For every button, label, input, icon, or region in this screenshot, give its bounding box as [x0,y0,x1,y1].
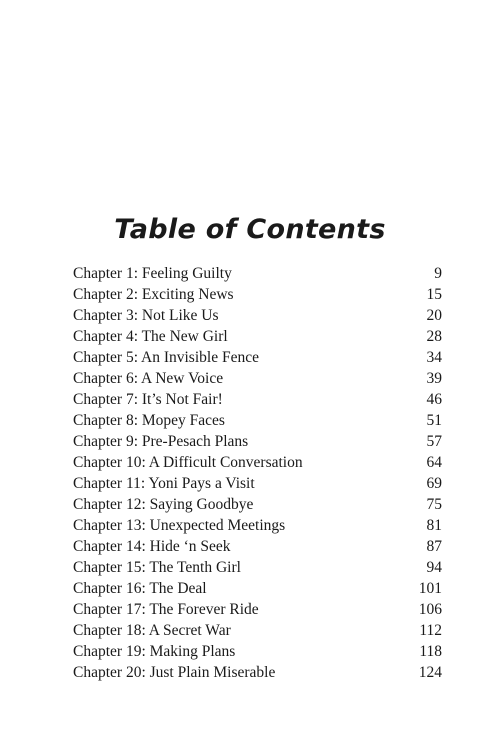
chapter-title: Chapter 1: Feeling Guilty [73,265,232,282]
chapter-title: Chapter 14: Hide ‘n Seek [73,538,231,555]
toc-entry [73,284,442,305]
toc-entry [73,536,442,557]
toc-entry [73,263,442,284]
toc-entry [73,599,442,620]
chapter-title: Chapter 6: A New Voice [73,370,224,387]
page-number: 9 [434,265,442,282]
toc-entry [73,389,442,410]
page-number: 28 [426,328,442,345]
page-number: 69 [426,475,442,492]
page-number: 106 [418,601,442,618]
chapter-title: Chapter 13: Unexpected Meetings [73,517,286,534]
page-number: 101 [418,580,442,597]
page-number: 34 [426,349,442,366]
toc-entry [73,452,442,473]
chapter-title: Chapter 7: It’s Not Fair! [73,391,223,408]
toc-entry [73,305,442,326]
page-number: 64 [426,454,442,471]
toc-entry [73,662,442,683]
chapter-title: Chapter 20: Just Plain Miserable [73,664,276,681]
chapter-title: Chapter 3: Not Like Us [73,307,219,324]
chapter-title: Chapter 17: The Forever Ride [73,601,259,618]
page-number: 46 [426,391,442,408]
page-number: 39 [426,370,442,387]
page-title: Table of Contents [114,214,386,245]
toc-entry [73,347,442,368]
page-number: 94 [426,559,442,576]
chapter-title: Chapter 2: Exciting News [73,286,234,303]
chapter-title: Chapter 5: An Invisible Fence [73,349,259,366]
chapter-title: Chapter 10: A Difficult Conversation [73,454,303,471]
chapter-title: Chapter 15: The Tenth Girl [73,559,241,576]
chapter-title: Chapter 18: A Secret War [73,622,231,639]
page-number: 15 [426,286,442,303]
page-number: 87 [426,538,442,555]
page-number: 57 [426,433,442,450]
page-number: 51 [426,412,442,429]
toc-entry [73,410,442,431]
chapter-title: Chapter 12: Saying Goodbye [73,496,254,513]
toc-entry [73,578,442,599]
toc-entry [73,515,442,536]
page-number: 20 [426,307,442,324]
chapter-title: Chapter 8: Mopey Faces [73,412,225,429]
page-number: 75 [426,496,442,513]
toc-entry [73,620,442,641]
page-number: 81 [426,517,442,534]
chapter-title: Chapter 19: Making Plans [73,643,236,660]
toc-entry [73,368,442,389]
chapter-title: Chapter 11: Yoni Pays a Visit [73,475,255,492]
chapter-title: Chapter 9: Pre-Pesach Plans [73,433,249,450]
page-number: 118 [419,643,442,660]
chapter-title: Chapter 16: The Deal [73,580,207,597]
toc-entry [73,431,442,452]
toc-list [73,263,442,683]
toc-entry [73,326,442,347]
toc-entry [73,473,442,494]
page-number: 112 [419,622,442,639]
chapter-title: Chapter 4: The New Girl [73,328,228,345]
page-number: 124 [418,664,442,681]
toc-entry [73,557,442,578]
toc-entry [73,494,442,515]
toc-entry [73,641,442,662]
